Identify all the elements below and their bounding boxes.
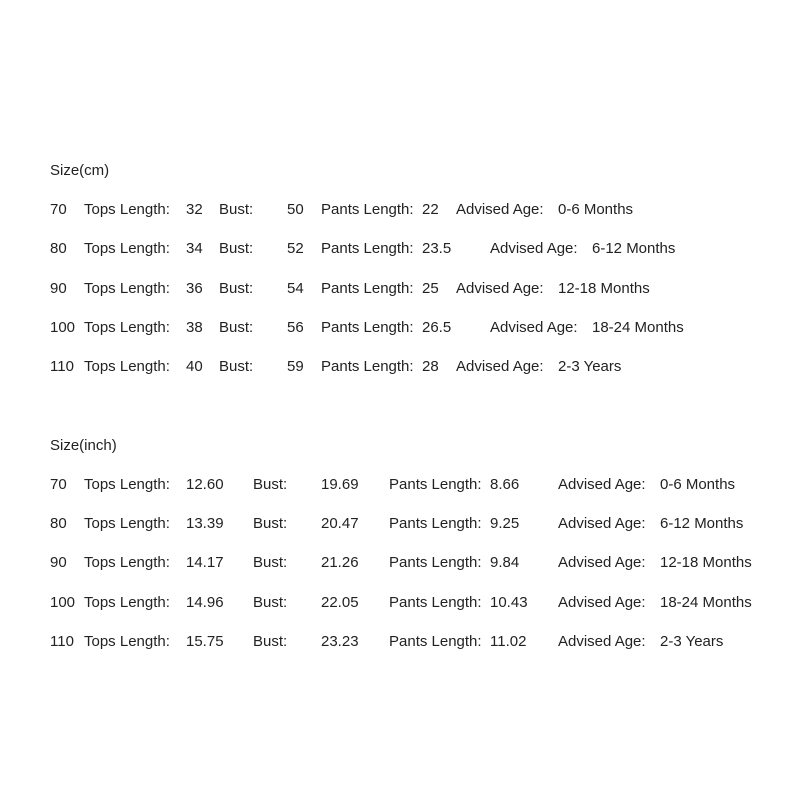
advised-age-label: Advised Age: xyxy=(558,515,646,532)
tops-length-value: 14.96 xyxy=(186,594,224,611)
inch-size-row xyxy=(0,553,800,573)
pants-length-value: 26.5 xyxy=(422,319,452,336)
bust-label: Bust: xyxy=(219,319,254,336)
tops-length-value: 13.39 xyxy=(186,515,224,532)
tops-length-label: Tops Length: xyxy=(84,554,170,571)
pants-length-label: Pants Length: xyxy=(321,240,414,257)
pants-length-value: 9.84 xyxy=(490,554,520,571)
advised-age-label: Advised Age: xyxy=(456,358,544,375)
advised-age-label: Advised Age: xyxy=(490,319,578,336)
cm-size-row xyxy=(0,318,800,338)
tops-length-value: 36 xyxy=(186,280,203,297)
bust-value: 54 xyxy=(287,280,304,297)
bust-value: 59 xyxy=(287,358,304,375)
size-value: 70 xyxy=(50,476,67,493)
bust-value: 19.69 xyxy=(321,476,359,493)
tops-length-label: Tops Length: xyxy=(84,476,170,493)
advised-age-value: 6-12 Months xyxy=(592,240,676,257)
pants-length-value: 25 xyxy=(422,280,439,297)
bust-label: Bust: xyxy=(253,554,288,571)
inch-size-row xyxy=(0,475,800,495)
cm-size-row xyxy=(0,357,800,377)
inch-size-row xyxy=(0,593,800,613)
pants-length-value: 23.5 xyxy=(422,240,452,257)
bust-label: Bust: xyxy=(219,201,254,218)
bust-value: 50 xyxy=(287,201,304,218)
inch-size-row xyxy=(0,514,800,534)
size-value: 70 xyxy=(50,201,67,218)
advised-age-label: Advised Age: xyxy=(456,201,544,218)
bust-value: 21.26 xyxy=(321,554,359,571)
advised-age-label: Advised Age: xyxy=(558,476,646,493)
bust-label: Bust: xyxy=(219,358,254,375)
bust-label: Bust: xyxy=(253,515,288,532)
cm-size-row xyxy=(0,200,800,220)
tops-length-label: Tops Length: xyxy=(84,319,170,336)
cm-table-heading: Size(cm) xyxy=(50,162,110,179)
tops-length-label: Tops Length: xyxy=(84,240,170,257)
advised-age-label: Advised Age: xyxy=(558,594,646,611)
pants-length-label: Pants Length: xyxy=(321,358,414,375)
advised-age-value: 12-18 Months xyxy=(558,280,650,297)
advised-age-value: 2-3 Years xyxy=(558,358,622,375)
pants-length-label: Pants Length: xyxy=(389,476,482,493)
tops-length-label: Tops Length: xyxy=(84,633,170,650)
cm-size-row xyxy=(0,239,800,259)
bust-value: 52 xyxy=(287,240,304,257)
bust-value: 56 xyxy=(287,319,304,336)
size-value: 80 xyxy=(50,515,67,532)
advised-age-value: 12-18 Months xyxy=(660,554,752,571)
pants-length-label: Pants Length: xyxy=(321,280,414,297)
pants-length-value: 9.25 xyxy=(490,515,520,532)
advised-age-value: 18-24 Months xyxy=(592,319,684,336)
tops-length-value: 14.17 xyxy=(186,554,224,571)
pants-length-value: 11.02 xyxy=(490,633,527,650)
size-value: 100 xyxy=(50,594,76,611)
tops-length-value: 12.60 xyxy=(186,476,224,493)
inch-table-heading: Size(inch) xyxy=(50,437,117,454)
pants-length-label: Pants Length: xyxy=(321,319,414,336)
size-value: 80 xyxy=(50,240,67,257)
tops-length-value: 15.75 xyxy=(186,633,224,650)
size-value: 90 xyxy=(50,280,67,297)
pants-length-label: Pants Length: xyxy=(389,633,482,650)
pants-length-value: 10.43 xyxy=(490,594,528,611)
pants-length-value: 8.66 xyxy=(490,476,520,493)
tops-length-value: 38 xyxy=(186,319,203,336)
tops-length-label: Tops Length: xyxy=(84,280,170,297)
advised-age-value: 0-6 Months xyxy=(660,476,736,493)
advised-age-value: 6-12 Months xyxy=(660,515,744,532)
bust-label: Bust: xyxy=(253,594,288,611)
tops-length-label: Tops Length: xyxy=(84,201,170,218)
tops-length-label: Tops Length: xyxy=(84,515,170,532)
bust-label: Bust: xyxy=(253,633,288,650)
size-value: 110 xyxy=(50,358,74,375)
size-value: 90 xyxy=(50,554,67,571)
advised-age-label: Advised Age: xyxy=(490,240,578,257)
bust-label: Bust: xyxy=(219,240,254,257)
tops-length-label: Tops Length: xyxy=(84,594,170,611)
bust-value: 22.05 xyxy=(321,594,359,611)
tops-length-value: 40 xyxy=(186,358,203,375)
advised-age-value: 2-3 Years xyxy=(660,633,724,650)
advised-age-label: Advised Age: xyxy=(558,633,646,650)
pants-length-value: 28 xyxy=(422,358,439,375)
pants-length-label: Pants Length: xyxy=(389,554,482,571)
advised-age-value: 0-6 Months xyxy=(558,201,634,218)
advised-age-label: Advised Age: xyxy=(456,280,544,297)
bust-value: 23.23 xyxy=(321,633,359,650)
size-value: 110 xyxy=(50,633,74,650)
tops-length-label: Tops Length: xyxy=(84,358,170,375)
tops-length-value: 32 xyxy=(186,201,203,218)
inch-size-row xyxy=(0,632,800,652)
pants-length-label: Pants Length: xyxy=(321,201,414,218)
pants-length-label: Pants Length: xyxy=(389,515,482,532)
advised-age-value: 18-24 Months xyxy=(660,594,752,611)
bust-label: Bust: xyxy=(219,280,254,297)
bust-value: 20.47 xyxy=(321,515,359,532)
pants-length-label: Pants Length: xyxy=(389,594,482,611)
bust-label: Bust: xyxy=(253,476,288,493)
tops-length-value: 34 xyxy=(186,240,203,257)
cm-size-row xyxy=(0,279,800,299)
pants-length-value: 22 xyxy=(422,201,439,218)
size-value: 100 xyxy=(50,319,76,336)
advised-age-label: Advised Age: xyxy=(558,554,646,571)
